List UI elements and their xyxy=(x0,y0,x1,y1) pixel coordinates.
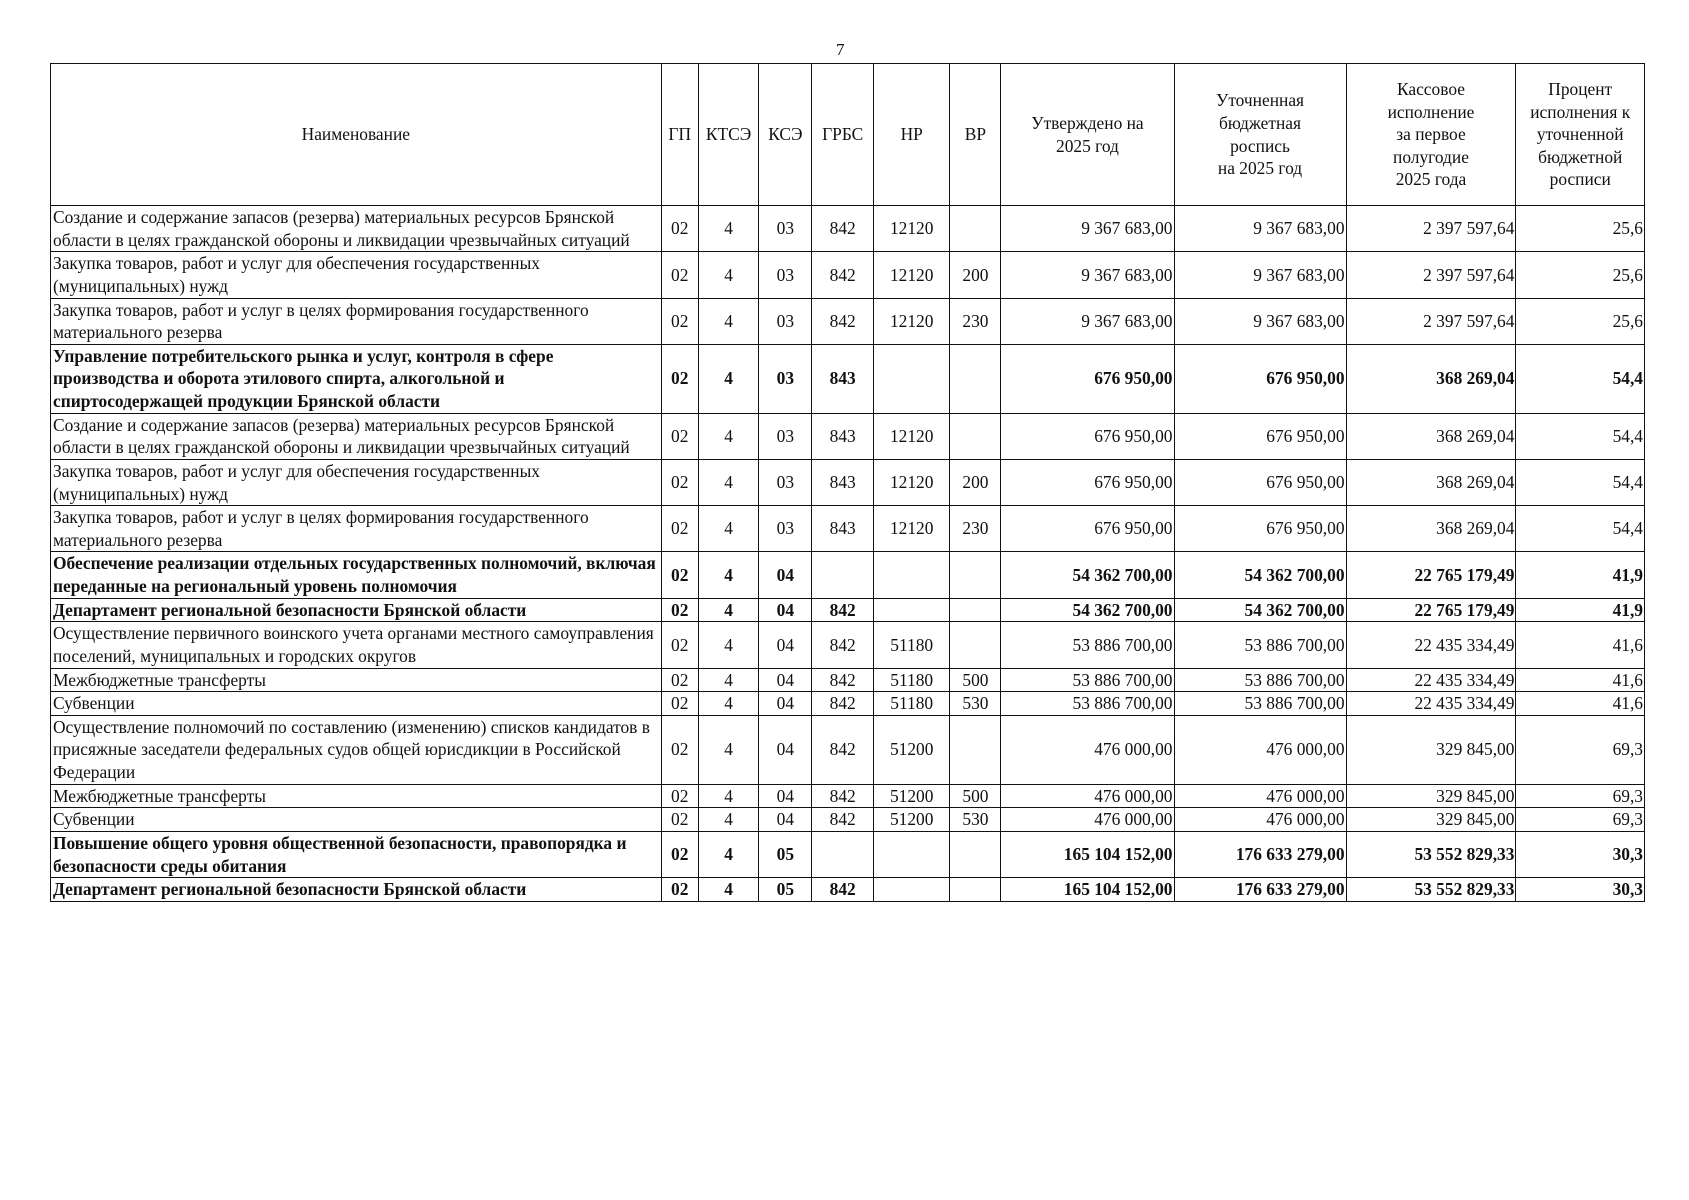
header-approved: Утверждено на 2025 год xyxy=(1001,64,1174,206)
table-row xyxy=(51,344,1645,413)
header-name: Наименование xyxy=(51,64,662,206)
cell-name: Субвенции xyxy=(51,692,662,716)
cell-cash: 53 552 829,33 xyxy=(1346,831,1516,877)
cell-approved: 676 950,00 xyxy=(1001,413,1174,459)
cell-refined: 9 367 683,00 xyxy=(1174,298,1346,344)
cell-nr: 51180 xyxy=(873,692,949,716)
cell-percent: 41,6 xyxy=(1516,622,1645,668)
cell-grbs: 842 xyxy=(812,715,874,784)
cell-approved: 476 000,00 xyxy=(1001,784,1174,808)
table-row xyxy=(51,668,1645,692)
cell-kse: 04 xyxy=(759,552,812,598)
cell-kse: 03 xyxy=(759,298,812,344)
cell-grbs: 842 xyxy=(812,692,874,716)
cell-cash: 368 269,04 xyxy=(1346,413,1516,459)
cell-approved: 9 367 683,00 xyxy=(1001,206,1174,252)
cell-grbs: 843 xyxy=(812,413,874,459)
cell-ktse: 4 xyxy=(698,668,759,692)
cell-cash: 22 435 334,49 xyxy=(1346,622,1516,668)
cell-kse: 05 xyxy=(759,831,812,877)
cell-name: Управление потребительского рынка и услуг, контроля в сфере производства и оборота этилового спирта, алкогольной и спиртосодержащей продукции Брянской области xyxy=(51,344,662,413)
cell-vr: 230 xyxy=(950,506,1001,552)
cell-name: Межбюджетные трансферты xyxy=(51,784,662,808)
cell-gp: 02 xyxy=(661,598,698,622)
cell-vr xyxy=(950,552,1001,598)
table-row xyxy=(51,878,1645,902)
cell-cash: 2 397 597,64 xyxy=(1346,298,1516,344)
cell-approved: 54 362 700,00 xyxy=(1001,552,1174,598)
cell-percent: 25,6 xyxy=(1516,298,1645,344)
cell-cash: 329 845,00 xyxy=(1346,715,1516,784)
cell-refined: 54 362 700,00 xyxy=(1174,598,1346,622)
cell-cash: 22 765 179,49 xyxy=(1346,598,1516,622)
cell-refined: 9 367 683,00 xyxy=(1174,206,1346,252)
cell-refined: 9 367 683,00 xyxy=(1174,252,1346,298)
cell-name: Создание и содержание запасов (резерва) материальных ресурсов Брянской области в целях гражданской обороны и ликвидации чрезвычайных ситуаций xyxy=(51,413,662,459)
cell-cash: 22 435 334,49 xyxy=(1346,668,1516,692)
cell-vr xyxy=(950,878,1001,902)
cell-vr: 530 xyxy=(950,808,1001,832)
cell-vr xyxy=(950,598,1001,622)
table-row xyxy=(51,831,1645,877)
table-row xyxy=(51,506,1645,552)
cell-gp: 02 xyxy=(661,252,698,298)
cell-percent: 54,4 xyxy=(1516,506,1645,552)
cell-nr: 12120 xyxy=(873,459,949,505)
cell-vr: 530 xyxy=(950,692,1001,716)
cell-ktse: 4 xyxy=(698,784,759,808)
cell-kse: 04 xyxy=(759,692,812,716)
cell-kse: 04 xyxy=(759,808,812,832)
cell-vr: 200 xyxy=(950,252,1001,298)
cell-grbs: 843 xyxy=(812,459,874,505)
cell-kse: 03 xyxy=(759,206,812,252)
cell-name: Обеспечение реализации отдельных государственных полномочий, включая переданные на региональный уровень полномочия xyxy=(51,552,662,598)
cell-nr: 12120 xyxy=(873,252,949,298)
cell-approved: 676 950,00 xyxy=(1001,506,1174,552)
cell-approved: 676 950,00 xyxy=(1001,344,1174,413)
table-row xyxy=(51,598,1645,622)
cell-gp: 02 xyxy=(661,715,698,784)
cell-percent: 25,6 xyxy=(1516,252,1645,298)
cell-refined: 54 362 700,00 xyxy=(1174,552,1346,598)
header-refined: Уточненная бюджетная роспись на 2025 год xyxy=(1174,64,1346,206)
cell-vr: 500 xyxy=(950,784,1001,808)
cell-cash: 22 435 334,49 xyxy=(1346,692,1516,716)
cell-nr: 51200 xyxy=(873,715,949,784)
cell-kse: 05 xyxy=(759,878,812,902)
cell-gp: 02 xyxy=(661,878,698,902)
cell-approved: 676 950,00 xyxy=(1001,459,1174,505)
cell-ktse: 4 xyxy=(698,598,759,622)
cell-grbs: 842 xyxy=(812,878,874,902)
cell-name: Закупка товаров, работ и услуг для обеспечения государственных (муниципальных) нужд xyxy=(51,459,662,505)
cell-gp: 02 xyxy=(661,206,698,252)
cell-nr: 51200 xyxy=(873,784,949,808)
cell-approved: 165 104 152,00 xyxy=(1001,878,1174,902)
cell-refined: 476 000,00 xyxy=(1174,784,1346,808)
cell-name: Повышение общего уровня общественной безопасности, правопорядка и безопасности среды обитания xyxy=(51,831,662,877)
cell-percent: 69,3 xyxy=(1516,715,1645,784)
cell-percent: 54,4 xyxy=(1516,413,1645,459)
table-row xyxy=(51,298,1645,344)
cell-percent: 30,3 xyxy=(1516,831,1645,877)
table-row xyxy=(51,552,1645,598)
cell-approved: 476 000,00 xyxy=(1001,715,1174,784)
cell-name: Осуществление полномочий по составлению (изменению) списков кандидатов в присяжные заседатели федеральных судов общей юрисдикции в Российской Федерации xyxy=(51,715,662,784)
cell-vr: 230 xyxy=(950,298,1001,344)
cell-refined: 676 950,00 xyxy=(1174,506,1346,552)
table-row xyxy=(51,808,1645,832)
cell-refined: 53 886 700,00 xyxy=(1174,668,1346,692)
cell-kse: 04 xyxy=(759,598,812,622)
header-kse: КСЭ xyxy=(759,64,812,206)
cell-vr xyxy=(950,206,1001,252)
page-number: 7 xyxy=(836,40,845,59)
cell-vr xyxy=(950,413,1001,459)
cell-grbs xyxy=(812,552,874,598)
cell-percent: 41,9 xyxy=(1516,598,1645,622)
cell-grbs: 842 xyxy=(812,784,874,808)
cell-ktse: 4 xyxy=(698,808,759,832)
table-row xyxy=(51,413,1645,459)
header-grbs: ГРБС xyxy=(812,64,874,206)
cell-name: Департамент региональной безопасности Брянской области xyxy=(51,878,662,902)
header-ktse: КТСЭ xyxy=(698,64,759,206)
cell-refined: 676 950,00 xyxy=(1174,413,1346,459)
cell-ktse: 4 xyxy=(698,252,759,298)
cell-nr: 51180 xyxy=(873,668,949,692)
cell-percent: 69,3 xyxy=(1516,808,1645,832)
cell-kse: 03 xyxy=(759,413,812,459)
cell-percent: 69,3 xyxy=(1516,784,1645,808)
cell-gp: 02 xyxy=(661,298,698,344)
cell-gp: 02 xyxy=(661,692,698,716)
cell-refined: 476 000,00 xyxy=(1174,715,1346,784)
cell-gp: 02 xyxy=(661,459,698,505)
cell-ktse: 4 xyxy=(698,552,759,598)
cell-nr: 51200 xyxy=(873,808,949,832)
cell-grbs xyxy=(812,831,874,877)
cell-gp: 02 xyxy=(661,808,698,832)
cell-cash: 2 397 597,64 xyxy=(1346,252,1516,298)
cell-gp: 02 xyxy=(661,784,698,808)
cell-percent: 41,6 xyxy=(1516,692,1645,716)
table-row xyxy=(51,459,1645,505)
cell-approved: 9 367 683,00 xyxy=(1001,252,1174,298)
cell-nr: 12120 xyxy=(873,206,949,252)
cell-refined: 676 950,00 xyxy=(1174,344,1346,413)
cell-cash: 368 269,04 xyxy=(1346,344,1516,413)
cell-vr xyxy=(950,715,1001,784)
table-row xyxy=(51,692,1645,716)
cell-grbs: 842 xyxy=(812,598,874,622)
cell-ktse: 4 xyxy=(698,298,759,344)
cell-ktse: 4 xyxy=(698,344,759,413)
cell-gp: 02 xyxy=(661,668,698,692)
cell-vr xyxy=(950,344,1001,413)
table-row xyxy=(51,715,1645,784)
cell-name: Межбюджетные трансферты xyxy=(51,668,662,692)
cell-kse: 03 xyxy=(759,344,812,413)
cell-name: Закупка товаров, работ и услуг для обеспечения государственных (муниципальных) нужд xyxy=(51,252,662,298)
cell-approved: 53 886 700,00 xyxy=(1001,692,1174,716)
cell-nr: 12120 xyxy=(873,506,949,552)
cell-ktse: 4 xyxy=(698,459,759,505)
budget-table xyxy=(50,63,1645,902)
cell-ktse: 4 xyxy=(698,622,759,668)
header-percent: Процент исполнения к уточненной бюджетной росписи xyxy=(1516,64,1645,206)
cell-ktse: 4 xyxy=(698,206,759,252)
cell-vr xyxy=(950,831,1001,877)
cell-name: Департамент региональной безопасности Брянской области xyxy=(51,598,662,622)
cell-kse: 03 xyxy=(759,506,812,552)
cell-nr: 12120 xyxy=(873,298,949,344)
cell-nr: 51180 xyxy=(873,622,949,668)
cell-nr xyxy=(873,344,949,413)
cell-cash: 329 845,00 xyxy=(1346,784,1516,808)
cell-approved: 476 000,00 xyxy=(1001,808,1174,832)
table-body xyxy=(51,206,1645,902)
header-cash: Кассовое исполнение за первое полугодие 2025 года xyxy=(1346,64,1516,206)
cell-gp: 02 xyxy=(661,552,698,598)
cell-name: Закупка товаров, работ и услуг в целях формирования государственного материального резерва xyxy=(51,298,662,344)
cell-percent: 25,6 xyxy=(1516,206,1645,252)
cell-nr xyxy=(873,831,949,877)
cell-gp: 02 xyxy=(661,831,698,877)
cell-grbs: 842 xyxy=(812,206,874,252)
cell-cash: 53 552 829,33 xyxy=(1346,878,1516,902)
cell-name: Создание и содержание запасов (резерва) материальных ресурсов Брянской области в целях гражданской обороны и ликвидации чрезвычайных ситуаций xyxy=(51,206,662,252)
table-row xyxy=(51,784,1645,808)
cell-grbs: 842 xyxy=(812,668,874,692)
cell-grbs: 842 xyxy=(812,808,874,832)
cell-nr: 12120 xyxy=(873,413,949,459)
header-gp: ГП xyxy=(661,64,698,206)
cell-kse: 03 xyxy=(759,459,812,505)
cell-grbs: 842 xyxy=(812,622,874,668)
cell-cash: 22 765 179,49 xyxy=(1346,552,1516,598)
cell-grbs: 843 xyxy=(812,344,874,413)
cell-name: Осуществление первичного воинского учета органами местного самоуправления поселений, муниципальных и городских округов xyxy=(51,622,662,668)
cell-percent: 54,4 xyxy=(1516,344,1645,413)
cell-kse: 03 xyxy=(759,252,812,298)
cell-vr: 200 xyxy=(950,459,1001,505)
cell-cash: 329 845,00 xyxy=(1346,808,1516,832)
cell-vr: 500 xyxy=(950,668,1001,692)
cell-gp: 02 xyxy=(661,413,698,459)
cell-kse: 04 xyxy=(759,715,812,784)
table-header-row xyxy=(51,64,1645,206)
cell-grbs: 843 xyxy=(812,506,874,552)
cell-approved: 165 104 152,00 xyxy=(1001,831,1174,877)
cell-refined: 476 000,00 xyxy=(1174,808,1346,832)
cell-nr xyxy=(873,552,949,598)
cell-kse: 04 xyxy=(759,668,812,692)
cell-ktse: 4 xyxy=(698,506,759,552)
cell-percent: 41,6 xyxy=(1516,668,1645,692)
cell-refined: 53 886 700,00 xyxy=(1174,622,1346,668)
cell-ktse: 4 xyxy=(698,715,759,784)
table-row xyxy=(51,252,1645,298)
cell-approved: 53 886 700,00 xyxy=(1001,622,1174,668)
cell-kse: 04 xyxy=(759,784,812,808)
cell-approved: 53 886 700,00 xyxy=(1001,668,1174,692)
cell-ktse: 4 xyxy=(698,692,759,716)
header-nr: НР xyxy=(873,64,949,206)
cell-vr xyxy=(950,622,1001,668)
table-row xyxy=(51,622,1645,668)
cell-grbs: 842 xyxy=(812,252,874,298)
header-vr: ВР xyxy=(950,64,1001,206)
cell-kse: 04 xyxy=(759,622,812,668)
cell-nr xyxy=(873,878,949,902)
cell-refined: 53 886 700,00 xyxy=(1174,692,1346,716)
cell-ktse: 4 xyxy=(698,831,759,877)
cell-refined: 176 633 279,00 xyxy=(1174,878,1346,902)
cell-gp: 02 xyxy=(661,506,698,552)
cell-cash: 368 269,04 xyxy=(1346,506,1516,552)
cell-percent: 30,3 xyxy=(1516,878,1645,902)
table-row xyxy=(51,206,1645,252)
cell-gp: 02 xyxy=(661,622,698,668)
cell-cash: 2 397 597,64 xyxy=(1346,206,1516,252)
cell-grbs: 842 xyxy=(812,298,874,344)
cell-approved: 54 362 700,00 xyxy=(1001,598,1174,622)
cell-percent: 54,4 xyxy=(1516,459,1645,505)
cell-percent: 41,9 xyxy=(1516,552,1645,598)
cell-gp: 02 xyxy=(661,344,698,413)
cell-refined: 676 950,00 xyxy=(1174,459,1346,505)
cell-refined: 176 633 279,00 xyxy=(1174,831,1346,877)
cell-name: Субвенции xyxy=(51,808,662,832)
cell-approved: 9 367 683,00 xyxy=(1001,298,1174,344)
cell-cash: 368 269,04 xyxy=(1346,459,1516,505)
cell-name: Закупка товаров, работ и услуг в целях формирования государственного материального резерва xyxy=(51,506,662,552)
cell-ktse: 4 xyxy=(698,878,759,902)
cell-ktse: 4 xyxy=(698,413,759,459)
cell-nr xyxy=(873,598,949,622)
